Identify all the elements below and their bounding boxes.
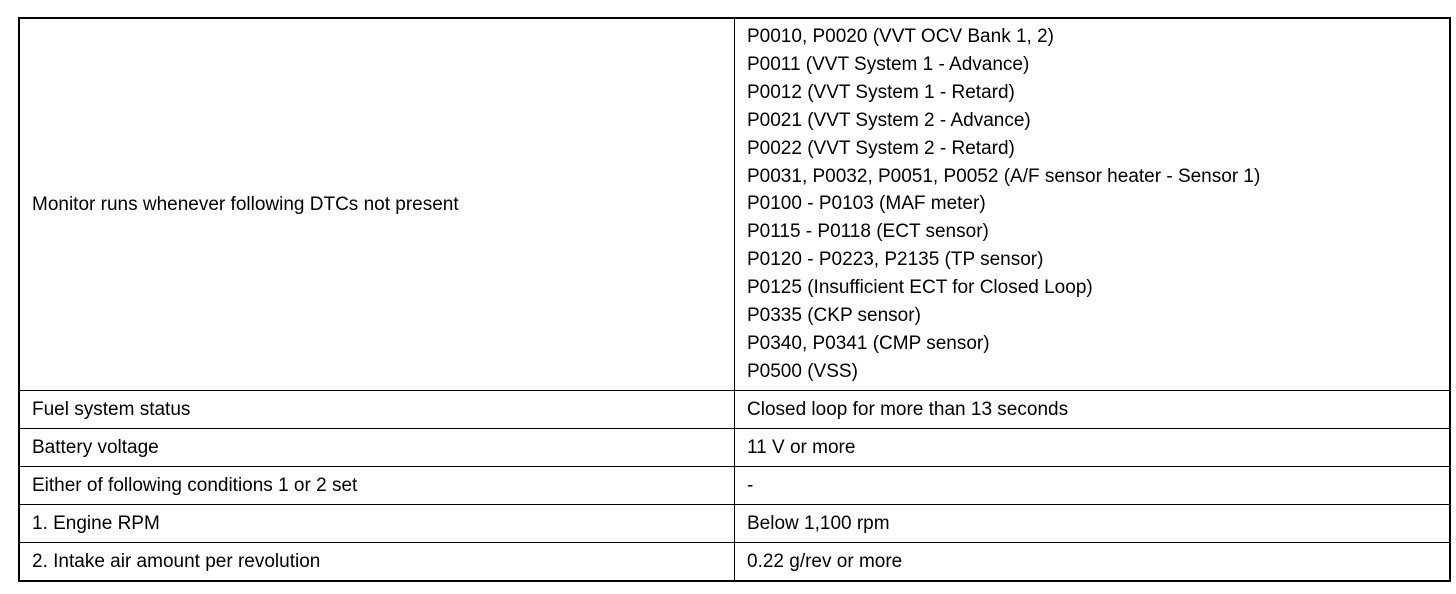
- dtc-item: P0125 (Insufficient ECT for Closed Loop): [747, 277, 1093, 299]
- dtc-item: P0100 - P0103 (MAF meter): [747, 193, 986, 215]
- dtc-item: P0500 (VSS): [747, 360, 858, 382]
- dtc-item: P0011 (VVT System 1 - Advance): [747, 53, 1030, 75]
- dtc-list-cell: [735, 18, 1451, 391]
- dtc-item: P0010, P0020 (VVT OCV Bank 1, 2): [747, 26, 1054, 47]
- dtc-item: P0115 - P0118 (ECT sensor): [747, 221, 989, 243]
- condition-cell: -: [735, 467, 1451, 505]
- table-row-intake-air-amount: [19, 543, 1450, 582]
- dtc-item: P0335 (CKP sensor): [747, 305, 921, 327]
- condition-cell: 0.22 g/rev or more: [735, 543, 1451, 582]
- table-row-fuel-system-status: [19, 391, 1450, 429]
- table-row-dtc-list: [19, 18, 1450, 391]
- dtc-item: P0031, P0032, P0051, P0052 (A/F sensor heater - Sensor 1): [747, 165, 1261, 187]
- table-row-engine-rpm: [19, 505, 1450, 543]
- parameter-cell: Battery voltage: [19, 429, 735, 467]
- dtc-item: P0021 (VVT System 2 - Advance): [747, 109, 1031, 131]
- dtc-item: P0340, P0341 (CMP sensor): [747, 332, 990, 354]
- table-row-either-condition: [19, 467, 1450, 505]
- dtc-item: P0012 (VVT System 1 - Retard): [747, 81, 1015, 103]
- parameter-cell: Fuel system status: [19, 391, 735, 429]
- parameter-cell: 2. Intake air amount per revolution: [19, 543, 735, 582]
- condition-cell: Closed loop for more than 13 seconds: [735, 391, 1451, 429]
- condition-cell: 11 V or more: [735, 429, 1451, 467]
- parameter-cell: 1. Engine RPM: [19, 505, 735, 543]
- parameter-cell: Either of following conditions 1 or 2 set: [19, 467, 735, 505]
- dtc-item: P0120 - P0223, P2135 (TP sensor): [747, 249, 1044, 271]
- dtc-condition-label: Monitor runs whenever following DTCs not present: [19, 18, 735, 391]
- dtc-item: P0022 (VVT System 2 - Retard): [747, 137, 1015, 159]
- condition-cell: Below 1,100 rpm: [735, 505, 1451, 543]
- table-row-battery-voltage: [19, 429, 1450, 467]
- conditions-table: [18, 17, 1451, 582]
